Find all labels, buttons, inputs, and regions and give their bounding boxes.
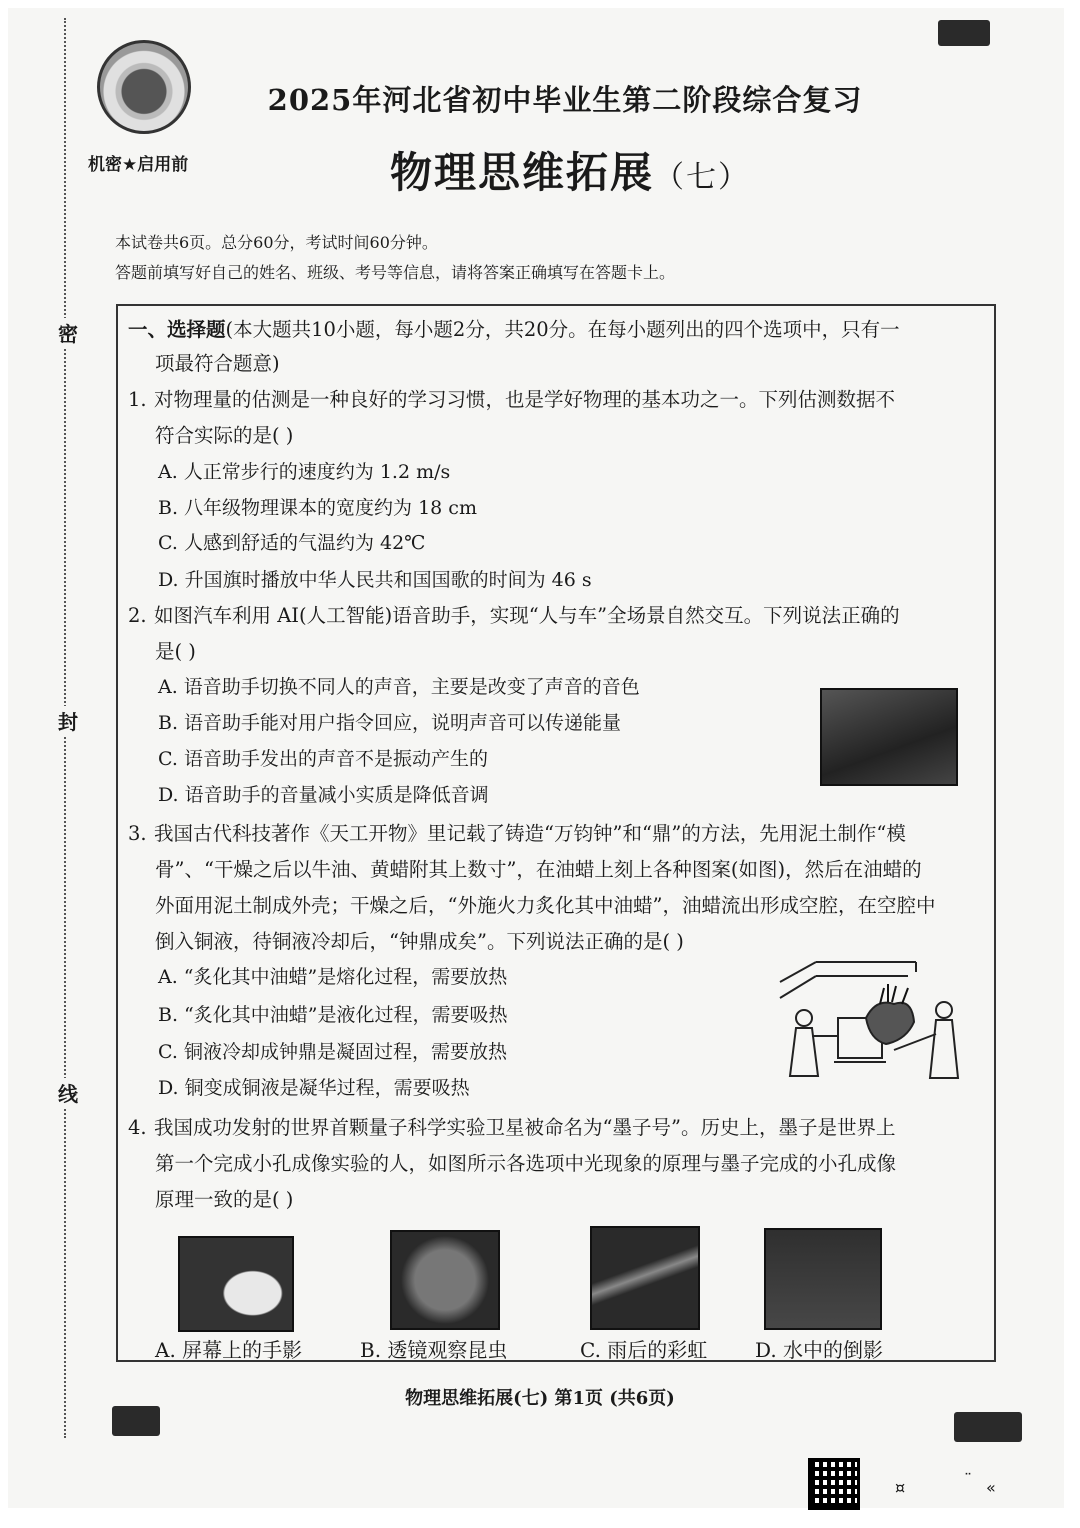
question-1-number: 1. [128,388,147,411]
page-footer: 物理思维拓展(七) 第1页 (共6页) [405,1388,675,1409]
question-3-text: 我国古代科技著作《天工开物》里记载了铸造“万钧钟”和“鼎”的方法，先用泥土制作“模 [154,822,906,845]
exam-title-main [300,140,840,200]
question-2-option-a: A. 语音助手切换不同人的声音，主要是改变了声音的音色 [158,676,640,698]
exam-title-line1: 2025年河北省初中毕业生第二阶段综合复习 [267,83,863,117]
section-desc: (本大题共10小题，每小题2分，共20分。在每小题列出的四个选项中，只有一 [225,318,900,341]
section-header [128,314,900,342]
caption-c: C. 雨后的彩虹 [580,1338,708,1362]
question-2-option-d: D. 语音助手的音量减小实质是降低音调 [158,784,489,806]
section-title: 一、选择题 [128,318,226,341]
caption-d: D. 水中的倒影 [755,1338,884,1362]
question-4-line-2: 第一个完成小孔成像实验的人，如图所示各选项中光现象的原理与墨子完成的小孔成像 [155,1152,897,1175]
caption-a: A. 屏幕上的手影 [155,1338,303,1362]
question-3-option-c: C. 铜液冷却成钟鼎是凝固过程，需要放热 [158,1041,507,1063]
water-reflection-image [764,1228,882,1330]
question-4-line-1 [128,1112,895,1140]
registration-mark-top-right [938,20,990,46]
school-logo-seal [97,40,191,134]
question-1-option-d: D. 升国旗时播放中华人民共和国国歌的时间为 46 s [158,569,592,591]
question-3-option-d: D. 铜变成铜液是凝华过程，需要吸热 [158,1077,470,1099]
intro-line-2: 答题前填写好自己的姓名、班级、考号等信息，请将答案正确填写在答题卡上。 [115,263,676,282]
lens-insect-image [390,1230,500,1330]
question-3-line-3: 外面用泥土制成外壳；干燥之后，“外施火力炙化其中油蜡”，油蜡流出形成空腔，在空腔中 [155,894,936,917]
question-2-text: 如图汽车利用 AI(人工智能)语音助手，实现“人与车”全场景自然交互。下列说法正确的 [154,604,900,627]
question-2-option-b: B. 语音助手能对用户指令回应，说明声音可以传递能量 [158,712,622,734]
binding-char-feng: 封 [54,706,82,735]
binding-char-mi: 密 [54,318,82,347]
question-4-line-3: 原理一致的是( ) [155,1188,294,1211]
question-3-number: 3. [128,822,147,845]
question-2-option-c: C. 语音助手发出的声音不是振动产生的 [158,748,488,770]
question-2-line-2: 是( ) [155,640,196,663]
question-4-number: 4. [128,1116,147,1139]
bronze-casting-illustration [776,958,980,1086]
confidential-label: 机密★启用前 [88,155,189,175]
question-1-option-a: A. 人正常步行的速度约为 1.2 m/s [158,461,451,483]
question-4-text: 我国成功发射的世界首颗量子科学实验卫星被命名为“墨子号”。历史上，墨子是世界上 [154,1116,896,1139]
section-desc-line2: 项最符合题意) [155,352,280,375]
rainbow-image [590,1226,700,1330]
question-3-line-2: 骨”、“干燥之后以牛油、黄蜡附其上数寸”，在油蜡上刻上各种图案(如图)，然后在油蜡的 [155,858,922,881]
question-1-line-2: 符合实际的是( ) [155,424,294,447]
question-2-line-1 [128,600,900,628]
question-1-line-1 [128,384,895,412]
question-3-line-1 [128,818,906,846]
binding-char-xian: 线 [54,1078,82,1107]
registration-mark-bottom-left [112,1406,160,1436]
hand-shadow-image [178,1236,294,1332]
bottom-glyph-1: ¤ [895,1478,906,1497]
question-3-option-a: A. “炙化其中油蜡”是熔化过程，需要放热 [158,966,508,988]
question-3-line-4: 倒入铜液，待铜液冷却后，“钟鼎成矣”。下列说法正确的是( ) [155,930,684,953]
title-main-text: 物理思维拓展 [389,148,654,197]
registration-mark-bottom-right [954,1412,1022,1442]
bottom-glyph-3: « [986,1478,996,1497]
question-1-option-b: B. 八年级物理课本的宽度约为 18 cm [158,497,477,519]
car-voice-assistant-image [820,688,958,786]
caption-b: B. 透镜观察昆虫 [360,1338,508,1362]
title-suffix: （七） [654,160,750,195]
bottom-glyph-2: ¨ [964,1470,972,1489]
question-1-text: 对物理量的估测是一种良好的学习习惯，也是学好物理的基本功之一。下列估测数据不 [154,388,896,411]
intro-line-1: 本试卷共6页。总分60分，考试时间60分钟。 [115,233,438,252]
question-1-option-c: C. 人感到舒适的气温约为 42℃ [158,532,426,554]
qr-code [808,1458,860,1510]
question-2-number: 2. [128,604,147,627]
question-3-option-b: B. “炙化其中油蜡”是液化过程，需要吸热 [158,1004,508,1026]
